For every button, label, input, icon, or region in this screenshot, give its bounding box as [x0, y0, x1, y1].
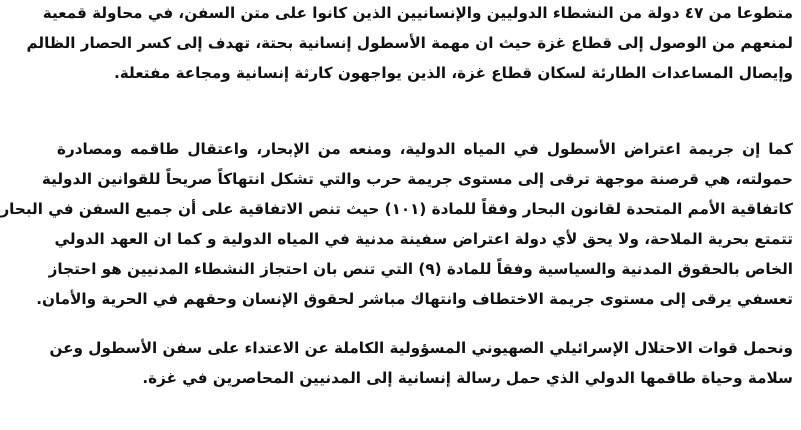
- paragraph-2: [0, 134, 793, 314]
- paragraph-3: [49, 333, 793, 393]
- text-line: لمنعهم من الوصول إلى قطاع غزة حيث ان مهمة الأسطول إنسانية بحتة، تهدف إلى كسر الحصار الظالم: [26, 34, 793, 52]
- text-line: سلامة وحياة طاقمها الدولي الذي حمل رسالة إنسانية إلى المدنيين المحاصرين في غزة.: [142, 369, 793, 387]
- paragraph-1: [26, 0, 793, 88]
- text-line: متطوعا من ٤٧ دولة من النشطاء الدوليين والإنسانيين الذين كانوا على متن السفن، في محاولة قمعية: [42, 4, 793, 22]
- text-line: الخاص بالحقوق المدنية والسياسية وفقاً للمادة (٩) التي تنص بان احتجاز النشطاء المدنيين هو احتجاز: [48, 260, 793, 278]
- text-line: حمولته، هي قرصنة موجهة ترقى إلى مستوى جريمة حرب والتي تشكل انتهاكاً صريحاً للقوانين الدولية: [41, 170, 793, 188]
- text-line: وإيصال المساعدات الطارئة لسكان قطاع غزة، الذين يواجهون كارثة إنسانية ومجاعة مفتعلة.: [114, 64, 793, 82]
- text-line: كاتفاقية الأمم المتحدة لقانون البحار وفقاً للمادة (١٠١) حيث تنص الاتفاقية على أن جميع السفن في البحار: [0, 200, 793, 218]
- text-line: كما إن جريمة اعتراض الأسطول في المياه الدولية، ومنعه من الإبحار، واعتقال طاقمه ومصادرة: [57, 140, 793, 158]
- text-line: ونحمل قوات الاحتلال الإسرائيلي الصهيوني المسؤولية الكاملة عن الاعتداء على سفن الأسطول وعن: [49, 339, 793, 357]
- text-line: تعسفي يرقى إلى مستوى جريمة الاختطاف وانتهاك مباشر لحقوق الإنسان وحقهم في الحرية والأمان.: [36, 290, 793, 308]
- text-line: تتمتع بحرية الملاحة، ولا يحق لأي دولة اعتراض سفينة مدنية في المياه الدولية و كما ان العهد الدولي: [54, 230, 793, 248]
